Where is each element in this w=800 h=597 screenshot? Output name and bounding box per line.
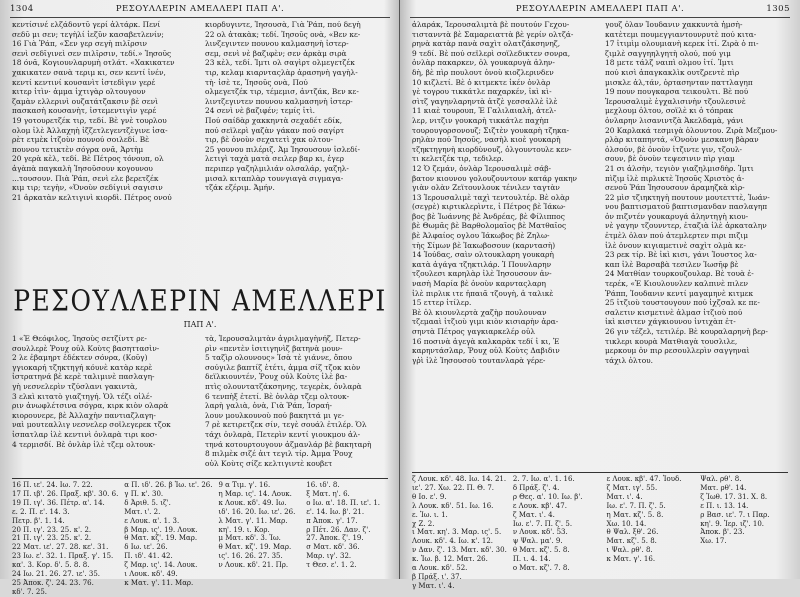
text-line: 12 Ὁ ζεμάν, ὀνλὰρ Ἱερουσαλιμὲ σάβ-	[412, 163, 552, 173]
text-line: 14 Ἰούδας, σαὶν ολτουκλαρη γουκαρὴ	[412, 250, 554, 260]
text-line: 3 ελκὶ κιτατὸ γιαζτηγή. Ὁλ τέζι οἱλέ-	[12, 391, 153, 401]
reference-line: η Μαρ. ις'. 14. Λουκ.	[218, 489, 292, 498]
text-line: ρὶν «πεντὲν ἰσιτιγηνὶζ βατηνὰ μουν-	[205, 343, 343, 353]
right-body-col-1	[412, 20, 595, 470]
text-line: γῥὶ ἰλὲ Ἰησουσοὺ τουτανλαρὰ γέρε-	[412, 355, 546, 365]
reference-line: 16. ιδ'. 8.	[306, 481, 340, 489]
reference-line: ο Ματ. κζ'. 7. 8.	[512, 564, 570, 573]
reference-line: κη'. 19. ι. Κορ.	[218, 525, 270, 534]
reference-line: 20 Π. ιγ'. 23. 25. κ'. 2.	[12, 525, 92, 534]
text-line: 25 ἰτζιοὺ τουστουγουν πού ἰχζσαλ κε πε-	[605, 298, 760, 308]
text-line: γὴ νεσνελερὶν τζύσλανι γακιντὰ,	[12, 381, 138, 391]
reference-line: 23 Ιω. ε'. 32. 1. Πραξ. γ'. 15.	[12, 552, 114, 561]
reference-line: κ Ματ. γ'. 11. Μαρ.	[124, 578, 194, 587]
text-line: ρλὰρ κιταπηντά, «Ὁνοὺν μεσκανη βὰραν	[605, 135, 759, 145]
text-line: ἰλὲ πιρλικ ιτε ἠπαιᾰ τζουγὴ, ἀ ταλικὲ	[412, 288, 554, 298]
text-line: κιτερ ἰτὶν· ἀμμα ἰχτιγὰρ ολτουγουν	[12, 87, 146, 97]
text-line: τι κελετζέκ τιρ, τεδιλερ.	[412, 154, 504, 164]
text-line: ρὲτ ετμὲκ ἰτζοὺν πουνού σοιλεδί. Βὲ	[12, 135, 150, 145]
text-line: τηνά κοτουρτουγουν ἀζμανλάρ βὲ βακηταρὴ	[205, 439, 372, 449]
text-line: 17 ἰτιμὶμ ολουμιανὴ κερεκ ἰτί. Ζιρὰ ὁ πι-	[605, 39, 759, 49]
reference-line: η Ματ. κζ'. 5. 8.	[606, 510, 664, 519]
reference-line: μ Ματ. κδ'. 3. Ἰω.	[218, 534, 281, 543]
text-line: 7 ρὲ κετιρετζεκ σίν, τεγὲ σουάλ ἐτιλέρ. Ὁλ	[205, 420, 367, 430]
reference-line: α Π. ιδ'. 26. β Ἰω. ιε'. 26.	[124, 481, 213, 489]
text-line: κατὰ ἀγάγα τζηκτιλάρ. Ἰ Πουνλαρην	[412, 259, 552, 269]
text-line: πού κισὶ ἀπαγκακλὶκ ουτζρεντὲ πὶρ	[605, 67, 740, 77]
text-line: 6 τενπὴξ ἐτετί. Βὲ ὀνλὰρ τζεμ ολτουκ-	[205, 391, 350, 401]
reference-line: ε. 2. Π. ε'. 14. 3.	[12, 507, 70, 516]
text-line: νου βαπτισματοῦ βαπτισμανδαν πασλαγηπ	[605, 202, 768, 212]
text-line: τικλερι κουρὰ Ματθιαγὰ τουσλιλε,	[605, 336, 738, 346]
text-line: Βὲ ὁλ κιουνλερτὰ χαζὴρ πουλουναν	[412, 307, 547, 317]
reference-line: ζ Μαρ. ις'. 14. Λουκ.	[124, 561, 198, 570]
reference-line: χ Ζ. 2.	[412, 519, 435, 528]
left-refs-col-2	[124, 481, 213, 587]
left-refs-col-1	[12, 481, 119, 596]
text-line: τὴς Σίμων βὲ Ἰακωβοσουν (καρντασὴ)	[412, 240, 556, 250]
text-line: Πού σαίδὰρ χακκηντὰ σεχαδέτ εδίκ,	[205, 115, 343, 125]
text-line: λερ, νιτζιν γουκαρὴ τικκάτλε παχὴπ	[412, 115, 549, 125]
text-line: 25 γουνου πιλέριζ. Ἀμ Ἰησουσουν ἰσλεδί-	[205, 144, 360, 154]
left-running-title: ΡΕΣΟΥΛΛΕΡΙΝ ΑΜΕΛΛΕΡΙ ΠΑΠ Α'.	[115, 4, 285, 14]
reference-line: δ Ιω. ιε'. 26.	[124, 543, 168, 552]
reference-line: β Πράξ. ι'. 37.	[412, 572, 462, 581]
left-body-col-1	[12, 334, 195, 474]
reference-line: θ Ιο. ε'. 9.	[412, 492, 447, 501]
text-line: σουλλερὲ Ῥουχ οὐλ Κοὺτς βασηττασὶν-	[12, 343, 160, 353]
text-line: τιστανντὰ βὲ Σαμαρειαττὰ βὲ γερίν ολτζά-	[412, 29, 574, 39]
left-refs-rule	[12, 478, 388, 479]
reference-line: Ψαλ. ρθ'. 8.	[700, 475, 742, 483]
text-line: τουρουγορσονουζ; Σιζτὲν γουκαρὴ τζηκα-	[412, 125, 570, 135]
text-line: τάχιλ ὀλτου.	[605, 355, 654, 365]
text-line: ἰλὲ ὀνουν κιγιαμετινὲ σαχὶτ ολμὰ κε-	[605, 240, 746, 250]
text-line: ἀλαράκ, Ἱερουσαλιμτὰ βὲ πουτούν Γεχου-	[412, 20, 570, 29]
text-line: 24 Ματθίαν τουρκουζουλαρ. Βὲ τουὰ ἐ-	[605, 269, 754, 279]
text-line: 5 ταζὶρ ολουνους» Ἰσὰ τὲ γιάννε, ὄπου	[205, 353, 352, 363]
text-line: 21 ἀρκατὰν κελτιγινὶ κιορδὶ. Πέτρος ονού	[12, 192, 172, 202]
text-line: τιρ, βὲ ὁνοὺν σεχατετὶ χακ ολτου-	[205, 135, 334, 145]
reference-line: ι Λουκ. κδ'. 49.	[124, 570, 178, 579]
reference-line: ξ Ματ. η'. 6.	[306, 489, 350, 498]
text-line: 15 εττερ ἰτίλερ.	[412, 298, 472, 308]
text-line: ἰστρατηνά βὲ κερὲ ταλιμινὲ πασλαγη-	[12, 372, 155, 382]
text-line: σαλετιν κισμετινὲ ἀλμασ ἰτζιοὺ πού	[605, 307, 743, 317]
reference-line: ζ Ἰωθ. 17. 31. Χ. 8.	[700, 492, 768, 501]
reference-line: Ιω. ε'. 7. Π. ζ'. 5.	[512, 519, 573, 528]
chapter-heading: ΠΑΠ Α'.	[183, 320, 217, 329]
text-line: Ῥάππ, Ἰουδανιν κεντί μαγαμηνὲ κιτμεκ	[605, 288, 754, 298]
text-line: 24 σενὶ νὲ βαζιφέν; τεμίς ἰτὶ.	[205, 106, 316, 116]
reference-line: ζ Ματ. ιγ'. 55.	[606, 483, 658, 492]
reference-line: τ Θεσ. ε'. 1. 2.	[306, 561, 357, 570]
text-line: ριν ἀνωφλέτσινα σόγρα, κιρκ κιὸν ολαρὰ	[12, 401, 169, 411]
text-line: κιμ τιρ; τεγὴν, «Ὀνοὺν σεδίγινὶ σαγισιν	[12, 183, 163, 193]
reference-line: 17 Π. ιβ'. 26. Πραξ. κβ'. 30. 6.	[12, 489, 119, 498]
text-line: λετιγὶ ταχὰ ματὰ σειλερ βαρ κι, ἐγερ	[205, 154, 344, 164]
text-line: λουν μουλκουνοὺ πού βακηττά μι γε-	[205, 410, 345, 420]
text-line: δὴ, βὲ πὶρ πουλουτ ὀνοὺ κιοζλερινδεν	[412, 67, 554, 77]
text-line: πού σεϊλερὶ γαζὰν γάκαν πού σαγίρτ	[205, 125, 345, 135]
text-line: ολμεγετζέκ τιρ, τέμεμισ, ἀντζάκ, Βεν κε-	[205, 87, 359, 97]
text-line: Ἱερουσαλιμὲ ἐγχαλισινὴν τζουλεσινὲ	[605, 96, 746, 106]
text-line: ἰκὶ κισιτεν χάγκιουνου ἰντιχὰπ ἐτ-	[605, 317, 736, 327]
left-refs-col-4	[306, 481, 388, 577]
reference-line: σ Ματ. κδ'. 36.	[306, 543, 360, 552]
reference-line: ρ Θες. α'. 10. Ιω. β'.	[512, 492, 583, 501]
text-line: 19 γοτουρετζέκ τιρ, τεδί. Βὲ γνὲ τουρλου	[12, 115, 167, 125]
text-line: βὲ Ἀλφαίος ογλου Ἰάκωβος βὲ Ζηλω-	[412, 231, 550, 241]
text-line: μερκουμ ὁν πιρ ρεσουλλερὶν σαγγηναὶ	[605, 346, 750, 356]
text-line: 18 όνᾱ, Κογιουνλαρυμὴ οτλάτ. «Χακικατεν	[12, 58, 175, 68]
text-line: πὶζιμ ἰλὲ πιρλικτὲ Ἰησοῦς Χριστὸς ἀ-	[605, 173, 745, 183]
text-line: ἐτμὲλ ὀλαν πού ἀτεμλερτεν πιρι πιζιμ	[605, 231, 749, 241]
text-line: βὲ Θωμᾶς βὲ Βαρθολομαῖος βὲ Ματθαῖος	[412, 221, 567, 231]
text-line: δεϊλκιουντέν, Ῥουχ οὐλ Κοὺτς ἰλὲ βα-	[205, 372, 348, 382]
text-line: ὀνλαρην λισανιντζὰ Ἀκελδαμὰ, γάνι	[605, 115, 744, 125]
text-line: σηντὰ Πέτρος γαγκιαρκελέρ οὐλ	[412, 327, 535, 336]
left-page	[4, 0, 396, 596]
left-body-col-2	[205, 334, 388, 474]
gutter	[399, 0, 400, 579]
reference-line: 22 Ματ. ιε'. 27. 28. κε'. 31.	[12, 543, 109, 552]
reference-line: Ματ. ι'. 2.	[124, 507, 161, 516]
text-line: πτὶς ολουντατζάκσηνης, τεγερὲκ, ὀνλαρὰ	[205, 381, 362, 391]
text-line: 13 Ἱερουσαλιμὲ ταχὶ τεντουλτέρ. Βὲ ολὰρ	[412, 192, 570, 202]
reference-line: ε. Ἰω. ι. 1.	[412, 510, 448, 519]
reference-line: α Λουκ. κδ'. 52.	[412, 564, 468, 573]
reference-line: κη'. 9. Ἰερ. ιζ'. 10.	[700, 519, 765, 528]
text-line: τερέκ, «Ἐ Κιουλουνλεν καλπινὲ πιλεν	[605, 279, 749, 289]
reference-line: ι Ματ. κη'. 3. Μαρ. ις'. 5.	[412, 528, 502, 537]
text-line: 20 γερὰ κὲλ, τεδί. Βὲ Πέτρος τόνουπ, ολ	[12, 154, 164, 164]
text-line: ὀλσούν, βὲ ὀνοὺν ἰτζιντε γιν, τζουλ-	[605, 144, 743, 154]
reference-line: ν Δαν. ζ'. 13. Ματ. κδ'. 30.	[412, 546, 507, 555]
reference-line: Ματ. κζ'. 5. 8.	[606, 537, 657, 546]
text-line: ἀγὰπὰ παγκαλὴ Ἰησοῦσουν κογουνου	[12, 163, 153, 173]
reference-line: κ Ματ. γ'. 16.	[606, 555, 656, 564]
right-refs-rule	[412, 472, 788, 473]
text-line: 10 κιζλετί. Βὲ ὁ κιτμεκτε ἰκέν ὀνλὰρ	[412, 77, 551, 87]
reference-line: Ἀποκ. β'. 23.	[700, 528, 745, 537]
reference-line: Χω. 10. 14.	[606, 519, 647, 528]
text-line: ζιμλὲ σαγγηηλγητὴ ολού, πού γιμ	[605, 48, 731, 58]
text-line: τζουλεσι καρηλὰρ ἰλὲ Ἰησουσουν ἀν-	[412, 269, 552, 279]
reference-line: Π. ιδ'. 41. 42.	[124, 552, 173, 561]
text-line: σουν, βὲ ὀνοὺν τεψεσινιν πὶρ γιαμ	[605, 154, 735, 164]
left-body-columns	[12, 334, 388, 474]
reference-line: 2. 7. Ιω. α'. 1. 16.	[512, 475, 575, 483]
reference-line: ιε'. 27. Χω. 22. Π. Θ. 7.	[412, 483, 495, 492]
reference-line: ε Λουκ. κβ'. 47. Ἰουδ.	[606, 475, 682, 483]
text-line: ναὶ μουτεαλλιγ νεσνελερ σοϊλεγερεκ τζοκ	[12, 420, 171, 430]
right-page	[404, 0, 796, 590]
text-line: σὶτζ γαγηνλαρηντὰ ἀτζὲ γεσσαλλὲ ἰλὲ	[412, 96, 558, 106]
right-refs-col-2	[513, 475, 601, 577]
reference-line: ο Ιω. α'. 18. Π. ιε'. 1.	[306, 498, 381, 507]
text-line: καπ ἰλὲ Βαρσαβὰ τεσιλεν Ἰωσῆφ βὲ	[605, 259, 739, 269]
reference-line: ε Π. ι. 13. 14.	[700, 501, 749, 510]
text-line: καρηντάσλαρ, Ῥουχ οὐλ Κοὺτς Δαβιδιν	[412, 346, 560, 356]
reference-line: 16 Π. ιε'. 24. Ιω. 7. 22.	[12, 481, 93, 489]
text-line: γουζ ὀλαν Ἰουδανιν χακκυντὰ ἠμσὴ-	[605, 20, 743, 29]
text-line: βατον κιουνου γολουζουντουν κατάρ γακην	[412, 173, 578, 183]
right-cross-references	[412, 475, 788, 590]
text-line: 16 ποσινὰ ἀγεγὰ καλκαρὰκ τεδί ἰ κι, Ἐ	[412, 336, 560, 346]
right-running-title: ΡΕΣΟΥΛΛΕΡΙΝ ΑΜΕΛΛΕΡΙ ΠΑΠ Α'.	[515, 4, 685, 14]
right-refs-col-3	[607, 475, 695, 577]
reference-line: δ Ἀριθ. 5. ιζ'.	[124, 498, 171, 507]
text-line: μεχλουμ ὀλτου, σοϊλὲ κι ὁ τόπρακ	[605, 106, 734, 116]
text-line: βος βὲ Ἰωάννης βὲ Ἀνδρέας, βὲ Φίλιππος	[412, 211, 565, 221]
reference-line: κδ'. 7. 25.	[12, 587, 47, 596]
left-top-col-2	[205, 20, 388, 282]
text-line: ὀν πιζντέν γουκαρυγά ἀληντηγὴ κιου-	[605, 211, 749, 221]
text-line: (σεγρὲ) κιρτικλερὶντε, ἰ Πέτρος βὲ Ἰάκω-	[412, 202, 566, 212]
reference-line: θ Ματ. κζ'. 19. Μαρ.	[124, 534, 198, 543]
reference-line: ν Λουκ. κδ'. 21. Πρ.	[218, 561, 289, 570]
book-title: ΡΕΣΟΥΛΛΕΡΙΝ ΑΜΕΛΛΕΡΙ	[13, 283, 387, 318]
reference-line: Π. ι. 4. 14.	[512, 555, 551, 564]
text-line: τάχι ὀνλαρὰ, Πετερὶν κεντί γιουκμου ἀλ-	[205, 429, 361, 439]
reference-line: θ Ψαλ. ξθ'. 26.	[606, 528, 659, 537]
right-page-number: 1305	[766, 4, 790, 14]
text-line: ζαμὰν ελλερινὶ ουζατάτζακσιν βὲ σενὶ	[12, 96, 159, 106]
text-line: κιορδυγιντε, Ἰησουσὰ, Γιὰ Ῥάπ, πού δεγὴ	[205, 20, 361, 29]
text-line: 22 μὶσ τζιηκτηγὴ πουτουν μουτετττὲ, Ἰωάν-	[605, 192, 770, 202]
text-line: λαρὴ γαλιὰ, ὀνὰ, Γιὰ Ῥάπ, Ἰσραή-	[205, 401, 333, 411]
reference-line: 25 Ἀποκ. ζ'. 24. 23. 76.	[12, 578, 94, 587]
text-line: τζεμααὶ ἰτζιοὺ γιμι κιὸν κισιαρὴν ἀρα-	[412, 317, 559, 327]
reference-line: Πετρ. β'. 1. 14.	[12, 516, 65, 525]
text-line: γιὰν ολὰν Ζεϊτουνλουκ τένιλεν ταγτὰν	[412, 183, 560, 193]
text-line: τζηκτηγηνὴ κιορδὺνουζ, ὁλγουντουλε κεν-	[412, 144, 572, 154]
text-line: 4 τερμισδί. Βὲ ὀνλὰρ ἰλὲ τζεμ ολτουκ-	[12, 439, 156, 449]
right-refs-col-4	[700, 475, 788, 577]
right-running-head	[410, 3, 790, 18]
text-line: μισαλ κιταπλὰρ τουνγιαγὰ σιγμαγα-	[205, 173, 344, 183]
reference-line: δ Πράξ. ζ'. 4.	[512, 483, 560, 492]
reference-line: ε'. 14. Ιω. β'. 21.	[306, 507, 365, 516]
left-cross-references	[12, 481, 388, 596]
text-line: σούγιλε βαπτίζ ἐτέτι, ἀμμα σίζ τζοκ κιὸν	[205, 362, 361, 372]
text-line: τιρ, κελαμ κιαρνταςλὰρ ἀρασηνὴ γαγὴλ-	[205, 67, 358, 77]
reference-line: 9 α Τιμ. γ'. 16.	[218, 481, 271, 489]
reference-line: λ Λουκ. κδ'. 51. Ιω. 16.	[412, 501, 494, 510]
reference-line: ν Λουκ. κδ'. 53.	[512, 528, 568, 537]
reference-line: ρ Βασ. ιε'. 7. ι Παρ.	[700, 510, 770, 519]
reference-line: γ Π. κ'. 30.	[124, 489, 164, 498]
text-line: σεδῦ μι σεν; τεγὴλί ἰεζῦν κασαβετλενίν;	[12, 29, 164, 39]
right-body-col-2	[605, 20, 788, 470]
text-line: 21 σι ἀλσὴν, τεγιὸν γιαζηλμισδὴρ. Ἰμτι	[605, 163, 754, 173]
left-running-head	[10, 3, 390, 18]
reference-line: Λουκ. κδ'. 4. Ιω. κ'. 12.	[412, 537, 494, 546]
text-line: νασὴ Μαρία βὲ ὀνοὺν καρνταςλαρη	[412, 279, 546, 289]
text-line: λινζεγιντεν πουνου καλμασηνὴ ἰστερ-	[205, 39, 349, 49]
text-line: 9 τεδί. Βὲ πού σεϊλερὶ σοϊλεδικτεν σονρα,	[412, 48, 571, 58]
left-top-col-1	[12, 20, 195, 282]
text-line: κεντί κεντινί κουσανὶτ ἰστεδὶγιν γερέ	[12, 77, 156, 87]
reference-line: β Μαρ. ις'. 19. Λουκ.	[124, 525, 198, 534]
text-line: 19 πουν πουγκαρσα τεικουλτι. Βὲ πού	[605, 87, 749, 97]
text-line: ολομ ἰλὲ Ἀλλαχηὴ ἰζζετλεγεντζὲγινε ἰσα-	[12, 125, 168, 135]
text-line: πασκασὴ κουσανὴτ, ἰστεμεντιγὶν γερέ	[12, 106, 157, 116]
text-line: οὐλ Κοὺτς σίζε κελτιγιντὲ κουβετ	[205, 458, 333, 468]
reference-line: Ματ. ι'. 4.	[606, 492, 643, 501]
text-line: ἰσπατλαρ ἰλὲ κεντινὶ ὀνλαρὰ τιρι κοσ-	[12, 429, 158, 439]
text-line: 1 «Ἐ Θεόφιλος, Ἰησοὺς σετζίνττ ρε-	[12, 334, 147, 343]
text-line: γὲ τογρου τικκάτλε παχαρκέν, ἰκὶ κὶ-	[412, 87, 552, 97]
text-line: 8 πιλμὲκ σιζέ ἀιτ τεγιλ τίρ. Ἀμμα Ῥουχ	[205, 449, 353, 459]
text-line: κατὲτεμι πουμεγγιαντουνρυτὲ πού κιτα-	[605, 29, 757, 39]
reference-line: ις'. 16. 26. 27. 35.	[218, 552, 283, 561]
reference-line: Χω. 17.	[700, 537, 727, 546]
reference-line: κ. Ἰω. β. 12. Ματ. 26.	[412, 555, 488, 564]
text-line: πουνου τετικτὲν σόγρα ονᾱ, Ἀρτὴμ	[12, 144, 144, 154]
text-line: ρηλὰν πού Ἰησοῦς, νασὴλ κιοὲ γουκαρὴ	[412, 135, 561, 145]
reference-line: λ Ματ. γ'. 11. Μαρ.	[218, 516, 288, 525]
text-line: τὰ, Ἱερουσαλιμτὰν ἀγριλμαγὴνήζ, Πετερ-	[205, 334, 361, 343]
text-line: σεμ, σενὶ νὲ βαζιφὲν; σεν ἀρκὰμ σιρὰ	[205, 48, 347, 58]
right-refs-col-1	[412, 475, 507, 590]
text-line: νὲ γαγην τζουνντερ, ἐταζιὰ ἰλὲ ἀρκαταλην	[605, 221, 767, 231]
text-line: περιπερ γαζηλμιλιάν ολσαλάρ, γαζηλ-	[205, 163, 349, 173]
text-line: 20 Καρλακά τεσμιγὰ ὀλουντου. Ζιρὰ Μεζμου-	[605, 125, 778, 135]
text-line: 23 κὲλ, τεδί. Ἰμτι ολ σαγὶρτ ολμεγετζέκ	[205, 58, 355, 68]
reference-line: θ Ματ. κζ'. 5. 8.	[512, 546, 570, 555]
left-page-number: 1304	[10, 4, 34, 14]
reference-line: ζ Ματ. ι'. 4.	[512, 510, 555, 519]
reference-line: ζ Λουκ. κδ'. 48. Ιω. 14. 21.	[412, 475, 507, 483]
reference-line: κα'. 3. Κορ. δ'. 5. 8. 8.	[12, 561, 90, 570]
left-top-columns	[12, 20, 388, 282]
reference-line: ε Λουκ. κβ'. 47.	[512, 501, 567, 510]
right-body-columns	[412, 20, 788, 470]
text-line: τὴ· ἰσὲ τε, Ἰησοῦς ονὰ, Πού	[205, 77, 308, 87]
reference-line: Ματ. ρθ'. 14.	[700, 483, 747, 492]
reference-line: ε Λουκ. α'. 1. 3.	[124, 516, 180, 525]
reference-line: ψ Ψαλ. μα'. 9.	[512, 537, 563, 546]
reference-line: κ Λουκ. κδ'. 49. Ιω.	[218, 498, 287, 507]
text-line: ...τουσουν. Πιὰ Ῥάπ, σενὶ ελε βερετζέκ	[12, 173, 159, 183]
reference-line: Ιω. ε'. 7. Π. ζ'. 5.	[606, 501, 666, 510]
text-line: λιντζεγιντεν πουνου καλμασηνὴ ἰστερ-	[205, 96, 353, 106]
text-line: 2 λε ἐβαμηρτ ἐδέκτεν σόνρα, (Κοῦγ)	[12, 353, 148, 363]
reference-line: γ Ματ. ι'. 4.	[412, 581, 455, 590]
text-line: 23 ρεκ τίρ. Βὲ ἰκὶ κισι, γάνι Ἰουστος λα-	[605, 250, 757, 260]
text-line: χακικατεν σανὰ τεριμ κι, σεν κεντί ἰνέν,	[12, 67, 166, 77]
text-line: ὀνλὰρ πακαρκεν, ὁλ γουκαρυγὰ ἀλην-	[412, 58, 555, 68]
left-refs-col-3	[218, 481, 300, 577]
reference-line: θ Ματ. κζ'. 19. Μαρ.	[218, 543, 292, 552]
reference-line: 24 Ιω. 21. 26. 27. ιε'. 35.	[12, 570, 101, 579]
text-line: 16 Γιὰ Ῥάπ, «Σεν γερ σεγὴ πιλῖρσιν	[12, 39, 148, 49]
text-line: τζάκ εζέριμ. Ἀμήν.	[205, 183, 275, 193]
text-line: κεντίσινέ ελζάδοντῦ γερί ἀλτάρκ. Πενί	[12, 20, 161, 29]
reference-line: Μαρ. ιγ'. 32.	[306, 552, 352, 561]
reference-line: ι Ψαλ. ρθ'. 8.	[606, 546, 653, 555]
reference-line: ρ Πέτ. 26. Δαν. ζ'.	[306, 525, 371, 534]
reference-line: 19 Π. ιγ'. 36. Πέτρ. α'. 14.	[12, 498, 105, 507]
reference-line: 21 Π. ιγ'. 23. 25. κ'. 2.	[12, 534, 92, 543]
reference-line: 27. Ἀποκ. ζ'. 19.	[306, 534, 364, 543]
text-line: 26 γιν τέζελ, τετιλέρ. Βὲ κουραλαρηνὴ βερ-	[605, 327, 768, 336]
text-line: μισκλε ἀλ,τάν, ὁρτασηνταν παττλαγηπ	[605, 77, 753, 87]
text-line: 11 κιαὲ τουρουπ, Ἐ Γαλιλαιαλὴ, ἀτελ-	[412, 106, 557, 116]
reference-line: ιδ'. 16. 20. Ιω. ιε'. 26.	[218, 507, 296, 516]
text-line: σενὶ σεδῖγινεὶ σεν πιλῖρσιν, τεδί.» Ἰησοῦς	[12, 48, 172, 58]
text-line: 22 ολ ἀτακὰκ; τεδί. Ἰησοῦς ονὰ, «Βεν κε-	[205, 29, 361, 39]
text-line: σενοῦ Ῥάπ Ἰησουσουν ἀραμηζκὰ κὶρ-	[605, 183, 745, 193]
text-line: γγιοκαρή τζηκτηγή κόυνὲ κατὰρ κερὲ	[12, 362, 153, 372]
reference-line: π Ἀποκ. γ'. 17.	[306, 516, 358, 525]
text-line: ρηνὰ κατὰρ πανὰ σαχὶτ ολατζάκσηνηζ,	[412, 39, 561, 49]
text-line: κιορουνερε, βὲ Ἀλλαχὴν παντιαζλαγη-	[12, 410, 156, 420]
text-line: 18 μετε τάλζ ναιπὶ ολμου ἰτί. Ἰμτι	[605, 58, 734, 68]
